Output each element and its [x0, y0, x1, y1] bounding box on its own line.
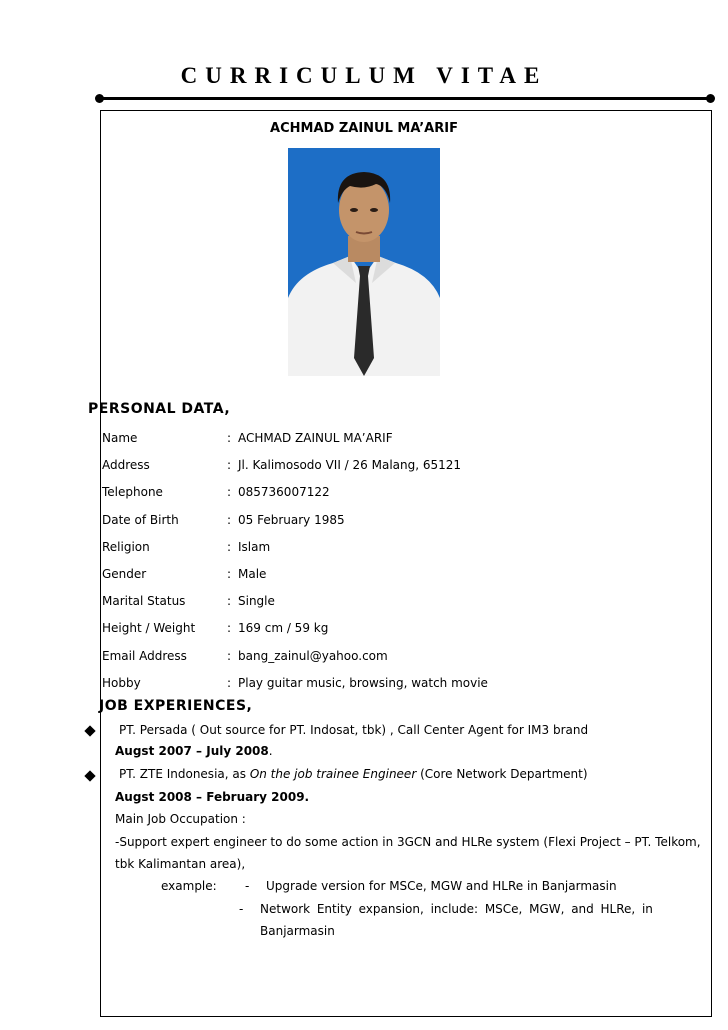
field-label: Marital Status: [102, 594, 186, 608]
field-label: Email Address: [102, 649, 187, 663]
job-2-description: PT. ZTE Indonesia, as On the job trainee Engineer (Core Network Department): [119, 767, 588, 781]
field-separator: :: [227, 485, 232, 499]
field-value: 085736007122: [238, 485, 330, 499]
field-value: Islam: [238, 540, 271, 554]
field-separator: :: [227, 594, 232, 608]
field-value: Single: [238, 594, 275, 608]
field-separator: :: [227, 431, 232, 445]
field-label: Gender: [102, 567, 147, 581]
field-label: Address: [102, 458, 150, 472]
field-separator: :: [227, 567, 232, 581]
personal-data-heading: PERSONAL DATA,: [88, 401, 231, 417]
field-value: bang_zainul@yahoo.com: [238, 649, 388, 663]
field-value: ACHMAD ZAINUL MA’ARIF: [238, 431, 393, 445]
field-value: Play guitar music, browsing, watch movie: [238, 676, 488, 690]
job-1-period-line: Augst 2007 – July 2008.: [115, 744, 273, 758]
job-2-role: On the job trainee Engineer: [249, 767, 417, 781]
profile-photo: [288, 148, 440, 376]
field-label: Hobby: [102, 676, 141, 690]
job-experiences-heading: JOB EXPERIENCES,: [99, 698, 253, 714]
field-value: 169 cm / 59 kg: [238, 621, 329, 635]
example-2-word: include:: [430, 902, 479, 916]
field-label: Date of Birth: [102, 513, 179, 527]
field-label: Religion: [102, 540, 150, 554]
divider-right-dot: [706, 94, 715, 103]
example-2-word: MGW,: [529, 902, 565, 916]
candidate-name-heading: ACHMAD ZAINUL MA’ARIF: [270, 121, 458, 136]
example-2-word: Network: [260, 902, 311, 916]
field-value: 05 February 1985: [238, 513, 345, 527]
example-2-text: [260, 902, 653, 916]
job-2-period: Augst 2008 – February 2009.: [115, 790, 310, 804]
divider-left-dot: [95, 94, 104, 103]
example-2-word: in: [641, 902, 653, 916]
field-separator: :: [227, 621, 232, 635]
example-2-word: HLRe,: [600, 902, 636, 916]
job-1-period: Augst 2007 – July 2008: [115, 744, 269, 758]
field-label: Height / Weight: [102, 621, 196, 635]
example-2-dash: -: [239, 902, 244, 916]
example-2-word: Entity: [316, 902, 352, 916]
example-1-dash: -: [245, 879, 250, 893]
occupation-line-2: tbk Kalimantan area),: [115, 857, 246, 871]
example-2-word: MSCe,: [484, 902, 523, 916]
example-2-word: expansion,: [358, 902, 424, 916]
field-value: Jl. Kalimosodo VII / 26 Malang, 65121: [238, 458, 462, 472]
field-separator: :: [227, 649, 232, 663]
bullet-diamond-icon: [84, 725, 95, 736]
field-value: Male: [238, 567, 267, 581]
example-label: example:: [161, 879, 217, 893]
field-separator: :: [227, 513, 232, 527]
field-separator: :: [227, 458, 232, 472]
field-separator: :: [227, 540, 232, 554]
field-label: Telephone: [102, 485, 163, 499]
field-label: Name: [102, 431, 138, 445]
job-1-description: PT. Persada ( Out source for PT. Indosat, tbk) , Call Center Agent for IM3 brand: [119, 723, 589, 737]
field-separator: :: [227, 676, 232, 690]
example-2-continuation: Banjarmasin: [260, 924, 335, 938]
bullet-diamond-icon: [84, 770, 95, 781]
occupation-label: Main Job Occupation :: [115, 812, 246, 826]
document-title: CURRICULUM VITAE: [180, 63, 548, 88]
example-1-text: Upgrade version for MSCe, MGW and HLRe in Banjarmasin: [266, 879, 617, 893]
title-divider: [101, 97, 711, 100]
example-2-word: and: [571, 902, 594, 916]
occupation-line-1: -Support expert engineer to do some action in 3GCN and HLRe system (Flexi Project – PT. Telkom,: [115, 835, 701, 849]
